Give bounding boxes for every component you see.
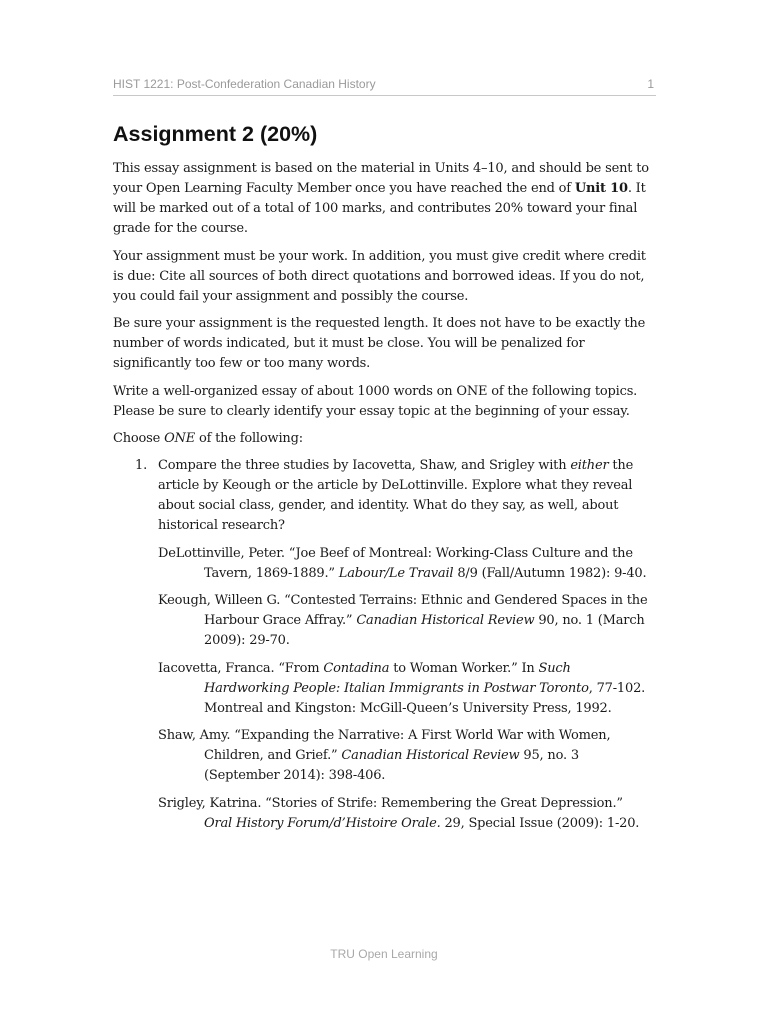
unit-10-bold: Unit 10 [574, 181, 628, 196]
ref-part: 90, no. 1 (March 2009): 29-70. [204, 613, 645, 648]
topic-item [113, 456, 653, 834]
ref-part: to Woman Worker.” In [389, 660, 539, 676]
ref-title: Oral History Forum/d’Histoire Orale. [204, 815, 441, 831]
reference-entry [158, 544, 653, 584]
intro-paragraph-2: Your assignment must be your work. In addition, you must give credit where credit is due: Cite all sources of both direct quotations and borrowed ideas. If you do not, you could fail your assignment and possibly the course. [113, 248, 646, 304]
page-number: 1 [647, 77, 654, 91]
choose-emphasis: ONE [164, 431, 196, 446]
ref-part: DeLottinville, Peter. “Joe Beef of Montreal: Working-Class Culture and the Tavern, 1869-1889.” [158, 545, 633, 581]
topic-text-start: Compare the three studies by Iacovetta, Shaw, and Srigley with [158, 458, 571, 473]
topic-number: 1. [135, 458, 148, 473]
ref-part: Keough, Willeen G. “Contested Terrains: Ethnic and Gendered Spaces in the Harbour Grace Affray.” [158, 593, 648, 628]
ref-part: 8/9 (Fall/Autumn 1982): 9-40. [453, 565, 647, 581]
ref-part: Shaw, Amy. “Expanding the Narrative: A First World War with Women, Children, and Grief.” [158, 728, 611, 763]
page-footer: TRU Open Learning [330, 947, 438, 961]
reference-entry [158, 726, 653, 786]
ref-title: Contadina [323, 660, 390, 676]
ref-title: Canadian Historical Review [341, 748, 520, 763]
document-body [113, 159, 653, 841]
ref-book-title: Such Hardworking People: Italian Immigrants in Postwar Toronto [204, 660, 589, 696]
reference-entry [158, 659, 653, 719]
intro-paragraph-4: Write a well-organized essay of about 1000 words on ONE of the following topics. Please be sure to clearly identify your essay topic at the beginning of your essay. [113, 383, 638, 419]
ref-part: Iacovetta, Franca. “From [158, 660, 324, 676]
choose-prefix: Choose [113, 431, 165, 446]
reference-entry [158, 794, 653, 834]
choose-suffix: of the following: [195, 431, 303, 446]
ref-part: 95, no. 3 (September 2014): 398-406. [204, 748, 579, 783]
ref-part: 29, Special Issue (2009): 1-20. [440, 815, 640, 831]
intro-paragraph-3: Be sure your assignment is the requested length. It does not have to be exactly the number of words indicated, but it must be close. You will be penalized for significantly too few or too many words. [113, 316, 646, 371]
ref-part: , 77-102. Montreal and Kingston: McGill-Queen’s University Press, 1992. [204, 680, 646, 716]
choose-instruction [113, 429, 653, 449]
ref-part: Srigley, Katrina. “Stories of Strife: Remembering the Great Depression.” [158, 795, 623, 811]
assignment-title: Assignment 2 (20%) [113, 122, 318, 146]
intro-p1-end: . It will be marked out of a total of 100 marks, and contributes 20% toward your final grade for the course. [113, 181, 646, 236]
topic-description [158, 456, 653, 536]
ref-title: Canadian Historical Review [356, 613, 535, 628]
topic-list [113, 456, 653, 834]
topic-text-end: the article by Keough or the article by DeLottinville. Explore what they reveal about social class, gender, and identity. What do they say, as well, about historical research? [158, 458, 634, 533]
course-title: HIST 1221: Post-Confederation Canadian History [113, 77, 376, 91]
reference-entry [158, 591, 653, 651]
topic-text-emphasis: either [570, 458, 609, 473]
ref-title: Labour/Le Travail [338, 565, 454, 581]
intro-paragraph-1 [113, 159, 653, 239]
intro-p1-start: This essay assignment is based on the material in Units 4–10, and should be sent to your Open Learning Faculty Member once you have reached the end of [113, 161, 649, 196]
page-header [113, 76, 656, 96]
reference-list [158, 544, 653, 834]
